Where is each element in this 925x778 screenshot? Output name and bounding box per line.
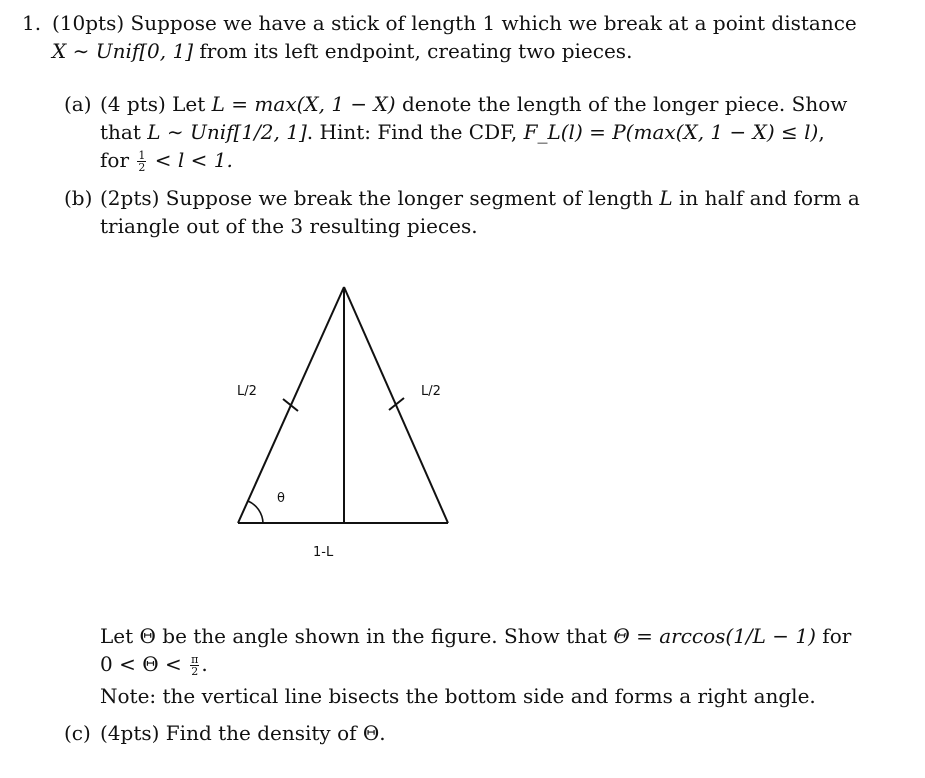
note-line: Note: the vertical line bisects the bottom side and forms a right angle. (100, 684, 816, 708)
part-c-text: (4pts) Find the density of Θ. (100, 721, 386, 745)
part-a-line1: (4 pts) Let L = max(X, 1 − X) denote the length of the longer piece. Show (100, 92, 848, 116)
angle-label: θ (277, 491, 285, 506)
part-a-line3: for $\frac{1}{2}$ < l < 1. (100, 148, 233, 174)
one-half-fraction: $\frac{1}{2}$ (138, 149, 146, 174)
base-label: 1-L (313, 545, 334, 560)
part-b-line2: triangle out of the 3 resulting pieces. (100, 214, 478, 238)
problem-number: 1. (22, 11, 42, 35)
part-c-label: (c) (64, 721, 91, 745)
part-a-label: (a) (64, 92, 92, 116)
show-line2: 0 < Θ < $\frac{\pi}{2}$ . (100, 652, 208, 678)
part-a-line2: that L ∼ Unif[1/2, 1]. Hint: Find the CDF, F_L(l) = P(max(X, 1 − X) ≤ l), (100, 120, 825, 144)
left-side-tick (283, 399, 298, 411)
show-line1: Let Θ be the angle shown in the figure. Show that Θ = arccos(1/L − 1) for (100, 624, 852, 648)
pi-half-fraction: $\frac{\pi}{2}$ (191, 653, 199, 678)
angle-arc (248, 501, 263, 523)
part-b-label: (b) (64, 186, 93, 210)
intro-math: X ∼ Unif[0, 1] (52, 39, 194, 63)
problem-intro-line1: (10pts) Suppose we have a stick of length 1 which we break at a point distance (52, 11, 857, 35)
part-b-line1: (2pts) Suppose we break the longer segment of length L in half and form a (100, 186, 860, 210)
problem-intro-line2: X ∼ Unif[0, 1] from its left endpoint, creating two pieces. (52, 39, 633, 63)
left-side-label: L/2 (237, 384, 257, 399)
right-side-label: L/2 (421, 384, 441, 399)
